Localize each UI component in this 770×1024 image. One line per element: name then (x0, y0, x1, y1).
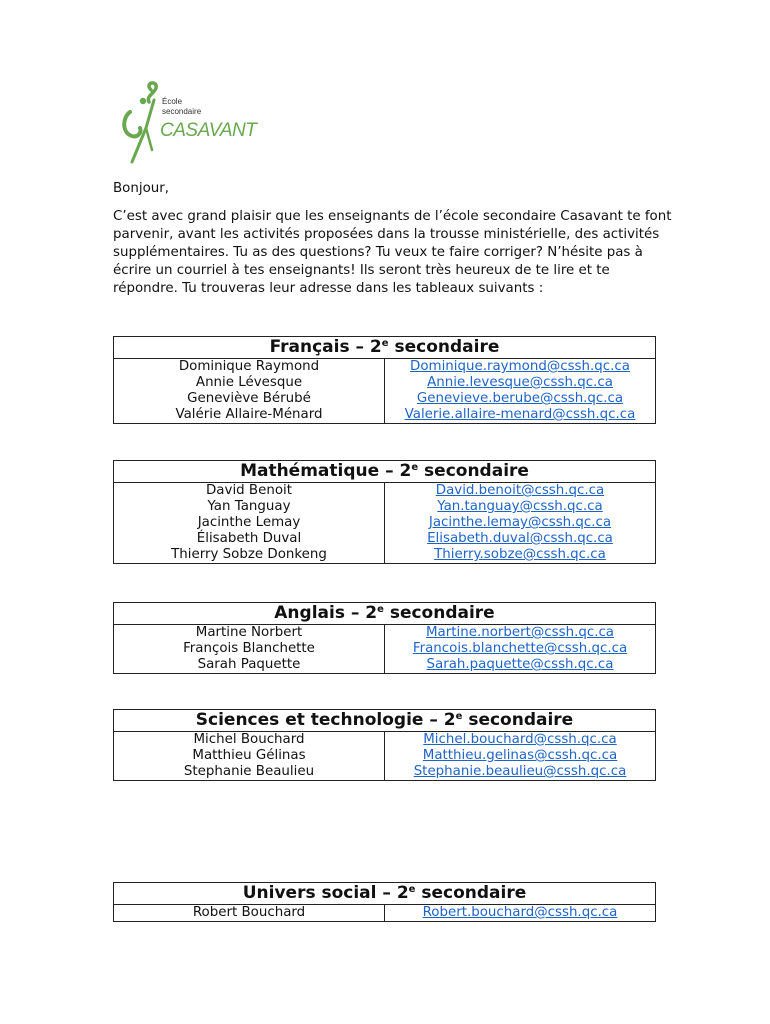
teacher-email-link[interactable]: Thierry.sobze@cssh.qc.ca (434, 547, 606, 562)
teacher-email-link[interactable]: Annie.levesque@cssh.qc.ca (427, 375, 613, 390)
teacher-table (113, 336, 656, 424)
table-title-text: Mathématique – 2 (240, 461, 412, 481)
teacher-email-link[interactable]: Dominique.raymond@cssh.qc.ca (410, 359, 630, 374)
table-row (114, 547, 656, 564)
table-title-text: Univers social – 2 (242, 883, 409, 903)
teacher-name: François Blanchette (114, 641, 385, 657)
teacher-email-cell (385, 764, 656, 781)
table-title (114, 883, 656, 905)
teacher-name: Martine Norbert (114, 625, 385, 642)
table-row (114, 732, 656, 749)
table-title-superscript: e (377, 604, 384, 615)
teacher-email-cell (385, 483, 656, 500)
table-title-superscript: e (455, 711, 463, 722)
teacher-email-link[interactable]: Francois.blanchette@cssh.qc.ca (412, 641, 628, 656)
table-title (114, 710, 656, 732)
table-title-superscript: e (381, 338, 389, 349)
teacher-name: Yan Tanguay (114, 499, 385, 515)
teacher-name: Dominique Raymond (114, 359, 385, 376)
teacher-name: Matthieu Gélinas (114, 748, 385, 764)
table-title-suffix: secondaire (462, 710, 574, 730)
teacher-email-link[interactable]: Matthieu.gelinas@cssh.qc.ca (422, 748, 618, 763)
teacher-email-cell (385, 625, 656, 642)
teacher-email-link[interactable]: Jacinthe.lemay@cssh.qc.ca (428, 515, 612, 530)
table-title-suffix: secondaire (388, 337, 500, 357)
teacher-email-cell (385, 748, 656, 764)
table-title-text: Anglais – 2 (274, 603, 378, 623)
teacher-email-link[interactable]: Sarah.paquette@cssh.qc.ca (426, 657, 614, 672)
teacher-table (113, 709, 656, 781)
table-row (114, 625, 656, 642)
teacher-email-cell (385, 375, 656, 391)
teacher-email-cell (385, 657, 656, 674)
teacher-email-cell (385, 641, 656, 657)
intro-paragraph: C’est avec grand plaisir que les enseignants de l’école secondaire Casavant te font parvenir, avant les activités proposées dans la trousse ministérielle, des activités supplémentaires. Tu as des questions? Tu veux te faire corriger? N’hésite pas à écrire un courriel à tes enseignants! Ils seront très heureux de te lire et te répondre. Tu trouveras leur adresse dans les tableaux suivants : (113, 209, 672, 296)
table-title-text: Français – 2 (269, 337, 382, 357)
teacher-email-link[interactable]: Stephanie.beaulieu@cssh.qc.ca (413, 764, 627, 779)
greeting: Bonjour, (113, 181, 170, 196)
table-row (114, 359, 656, 376)
table-title (114, 461, 656, 483)
teacher-email-cell (385, 547, 656, 564)
table-title (114, 603, 656, 625)
teacher-email-link[interactable]: Valerie.allaire-menard@cssh.qc.ca (404, 407, 636, 422)
teacher-name: Stephanie Beaulieu (114, 764, 385, 781)
teacher-email-link[interactable]: Genevieve.berube@cssh.qc.ca (416, 391, 624, 406)
table-row (114, 764, 656, 781)
teacher-email-cell (385, 407, 656, 424)
teacher-email-link[interactable]: David.benoit@cssh.qc.ca (435, 483, 605, 498)
teacher-email-link[interactable]: Robert.bouchard@cssh.qc.ca (422, 905, 618, 920)
logo-line1: École (162, 97, 183, 106)
teacher-name: Robert Bouchard (114, 905, 385, 922)
logo-line3: CASAVANT (160, 120, 257, 141)
teacher-table (113, 460, 656, 564)
teacher-table (113, 882, 656, 922)
logo-figure-icon (116, 78, 257, 166)
teacher-email-link[interactable]: Michel.bouchard@cssh.qc.ca (423, 732, 617, 747)
table-title-suffix: secondaire (415, 883, 527, 903)
table-row (114, 515, 656, 531)
teacher-email-cell (385, 359, 656, 376)
table-row (114, 375, 656, 391)
table-row (114, 531, 656, 547)
table-row (114, 748, 656, 764)
teacher-email-cell (385, 732, 656, 749)
teacher-name: Michel Bouchard (114, 732, 385, 749)
teacher-email-cell (385, 391, 656, 407)
table-title (114, 337, 656, 359)
table-title-suffix: secondaire (418, 461, 529, 481)
teacher-name: Valérie Allaire-Ménard (114, 407, 385, 424)
teacher-name: David Benoit (114, 483, 385, 500)
teacher-name: Annie Lévesque (114, 375, 385, 391)
table-row (114, 391, 656, 407)
teacher-email-link[interactable]: Yan.tanguay@cssh.qc.ca (437, 499, 603, 514)
table-row (114, 483, 656, 500)
table-row (114, 905, 656, 922)
teacher-name: Thierry Sobze Donkeng (114, 547, 385, 564)
teacher-name: Sarah Paquette (114, 657, 385, 674)
table-title-superscript: e (411, 462, 419, 473)
teacher-email-link[interactable]: Martine.norbert@cssh.qc.ca (425, 625, 615, 640)
teacher-email-cell (385, 531, 656, 547)
school-logo (116, 78, 257, 166)
teacher-name: Jacinthe Lemay (114, 515, 385, 531)
logo-line2: secondaire (162, 107, 202, 116)
table-title-superscript: e (408, 884, 416, 895)
teacher-email-link[interactable]: Elisabeth.duval@cssh.qc.ca (427, 531, 613, 546)
table-row (114, 641, 656, 657)
intro (113, 180, 673, 308)
table-row (114, 499, 656, 515)
table-title-text: Sciences et technologie – 2 (195, 710, 456, 730)
table-title-suffix: secondaire (383, 603, 495, 623)
teacher-table (113, 602, 656, 674)
teacher-email-cell (385, 499, 656, 515)
teacher-email-cell (385, 515, 656, 531)
table-row (114, 657, 656, 674)
teacher-name: Geneviève Bérubé (114, 391, 385, 407)
teacher-email-cell (385, 905, 656, 922)
table-row (114, 407, 656, 424)
teacher-name: Élisabeth Duval (114, 531, 385, 547)
